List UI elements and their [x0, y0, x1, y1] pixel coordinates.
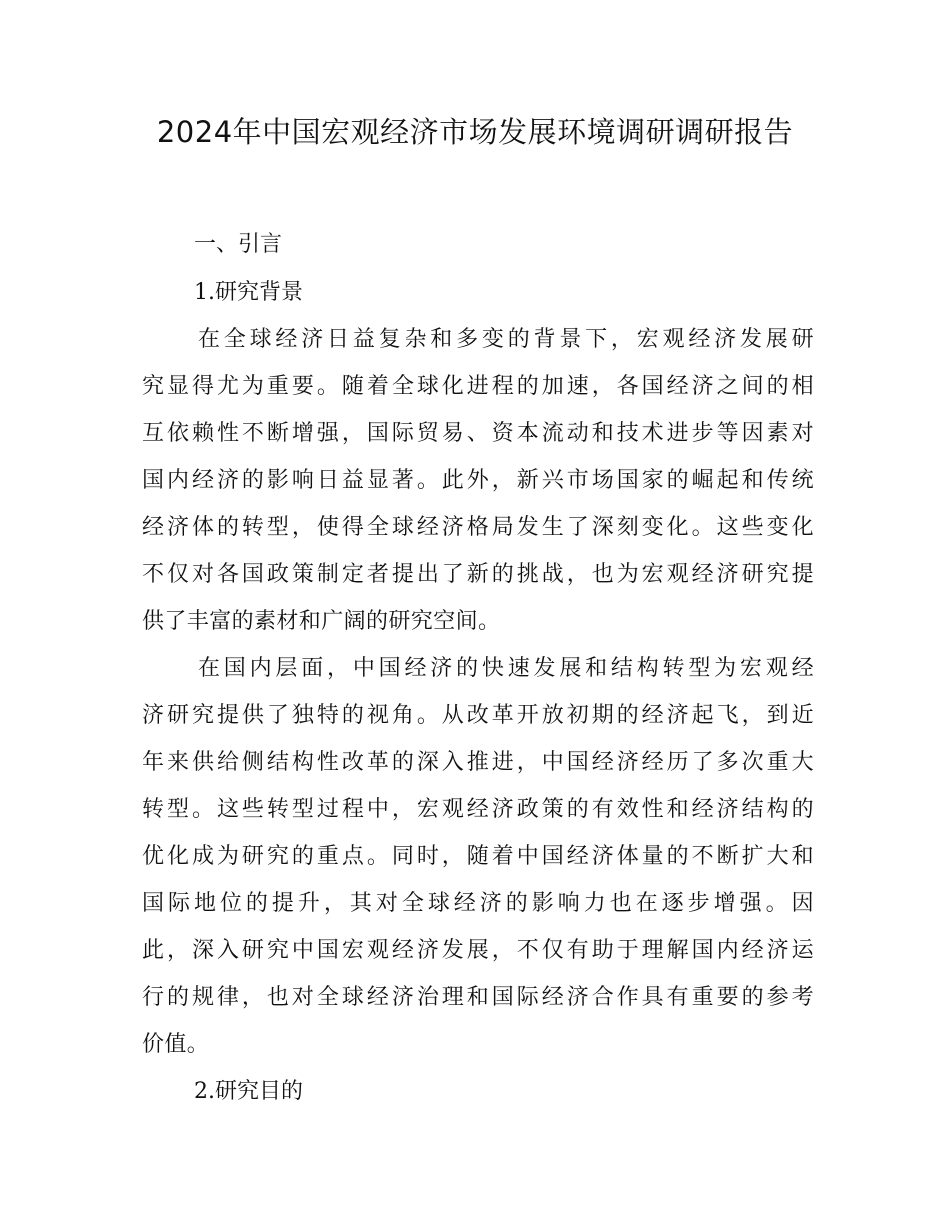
section-heading-introduction: 一、引言 — [194, 232, 283, 257]
paragraph-line: 在全球经济日益复杂和多变的背景下，宏观经济发展研 — [198, 327, 814, 352]
document-body — [142, 227, 814, 1121]
paragraph-line: 此，深入研究中国宏观经济发展，不仅有助于理解国内经济运 — [142, 938, 814, 963]
paragraph-background-global — [142, 322, 814, 640]
paragraph-line: 国际地位的提升，其对全球经济的影响力也在逐步增强。因 — [142, 891, 814, 916]
paragraph-line: 供了丰富的素材和广阔的研究空间。 — [142, 609, 501, 634]
paragraph-line: 经济体的转型，使得全球经济格局发生了深刻变化。这些变化 — [142, 515, 814, 540]
paragraph-line: 不仅对各国政策制定者提出了新的挑战，也为宏观经济研究提 — [142, 562, 814, 587]
paragraph-line: 行的规律，也对全球经济治理和国际经济合作具有重要的参考 — [142, 985, 814, 1010]
paragraph-line: 究显得尤为重要。随着全球化进程的加速，各国经济之间的相 — [142, 374, 814, 399]
paragraph-line: 济研究提供了独特的视角。从改革开放初期的经济起飞，到近 — [142, 703, 814, 728]
paragraph-background-domestic — [142, 651, 814, 1063]
paragraph-line: 国内经济的影响日益显著。此外，新兴市场国家的崛起和传统 — [142, 468, 814, 493]
paragraph-line: 优化成为研究的重点。同时，随着中国经济体量的不断扩大和 — [142, 844, 814, 869]
subsection-heading-research-purpose: 2.研究目的 — [194, 1079, 303, 1104]
paragraph-line: 年来供给侧结构性改革的深入推进，中国经济经历了多次重大 — [142, 750, 814, 775]
paragraph-line: 转型。这些转型过程中，宏观经济政策的有效性和经济结构的 — [142, 797, 814, 822]
paragraph-line: 互依赖性不断增强，国际贸易、资本流动和技术进步等因素对 — [142, 421, 814, 446]
document-title: 2024年中国宏观经济市场发展环境调研调研报告 — [156, 115, 794, 149]
paragraph-line: 价值。 — [142, 1032, 210, 1057]
paragraph-line: 在国内层面，中国经济的快速发展和结构转型为宏观经 — [198, 656, 814, 681]
subsection-heading-research-background: 1.研究背景 — [194, 280, 303, 305]
